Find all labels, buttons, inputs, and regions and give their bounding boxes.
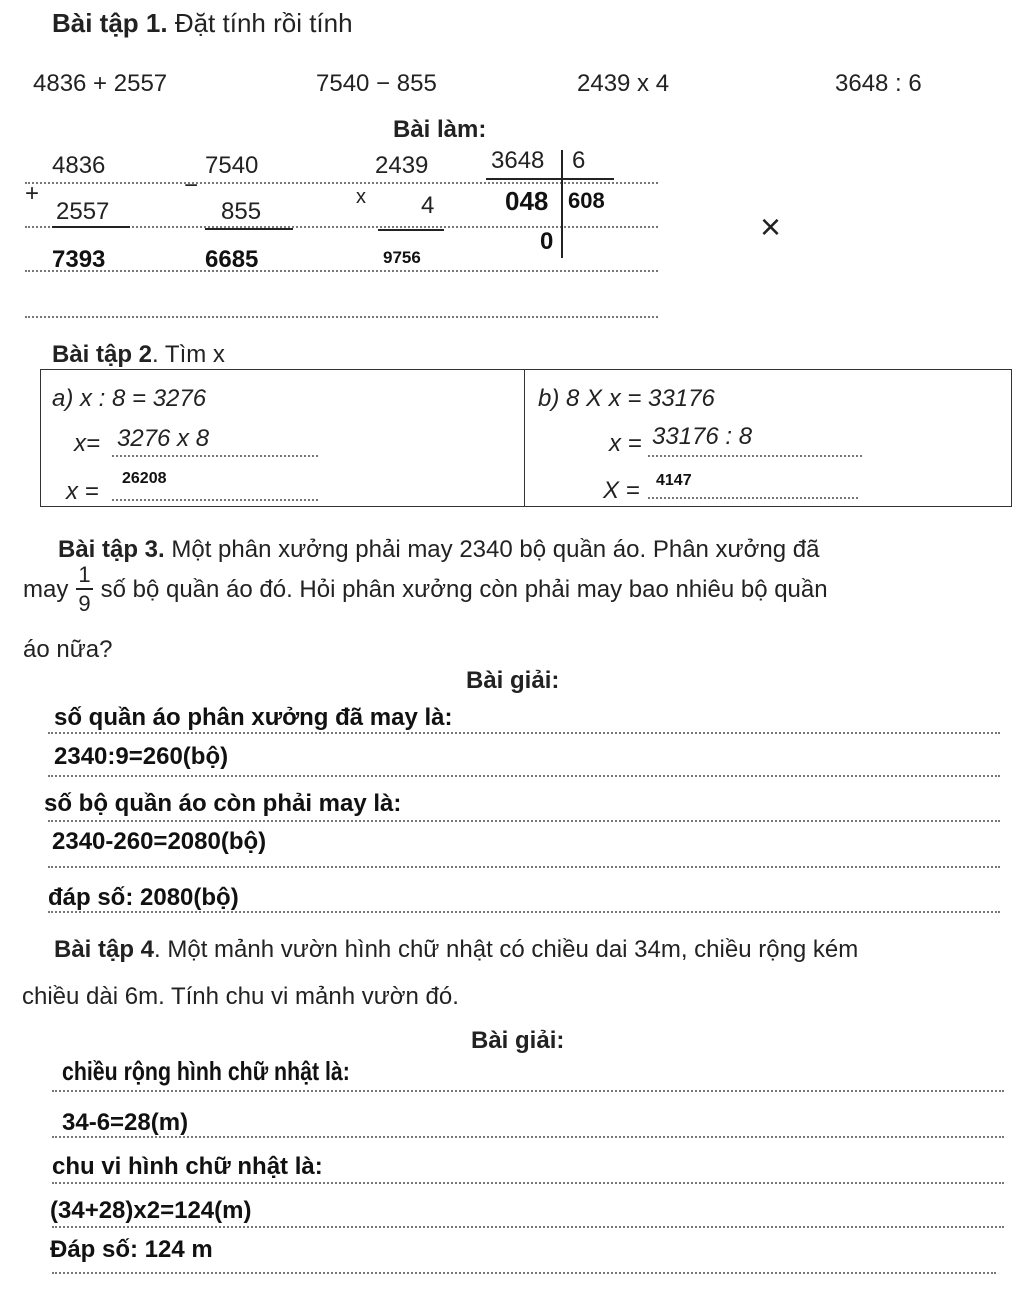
ex4-title-bold: Bài tập 4 xyxy=(54,936,155,963)
ex3-line2-post: số bộ quần áo đó. Hỏi phân xưởng còn phải may bao nhiêu bộ quần xyxy=(100,575,828,603)
ex3-answer-line: số quần áo phân xưởng đã may là: xyxy=(54,704,453,731)
ex2b-statement: b) 8 X x = 33176 xyxy=(538,385,715,412)
ex2b-line2-label: X = xyxy=(603,477,640,504)
sub-top-number: 7540 xyxy=(205,152,259,179)
sub-result-bar xyxy=(205,228,293,230)
ex3-answer-line: 2340:9=260(bộ) xyxy=(54,743,229,770)
ex4-dotted-line xyxy=(52,1182,1004,1184)
ex2a-dotted-line xyxy=(112,499,318,501)
ex4-dotted-line xyxy=(52,1136,1004,1138)
ex3-line2-pre: may xyxy=(23,575,69,603)
ex2b-dotted-line xyxy=(648,455,862,457)
ex1-problem-div: 3648 : 6 xyxy=(835,70,922,97)
div-top-bar xyxy=(486,178,614,180)
ex4-line1 xyxy=(54,936,858,964)
add-result-bar xyxy=(52,226,130,228)
ex3-answer-line: đáp số: 2080(bộ) xyxy=(48,884,239,911)
ex1-work-heading: Bài làm: xyxy=(393,116,487,143)
ex3-fraction-denominator: 9 xyxy=(78,591,91,616)
div-vertical-bar xyxy=(561,150,563,258)
ex3-line1 xyxy=(58,536,819,564)
mul-result: 9756 xyxy=(383,248,421,267)
ex3-line2 xyxy=(23,564,828,615)
ex3-fraction xyxy=(76,564,92,615)
sub-bottom-number: 855 xyxy=(221,198,262,225)
ex4-answer-line: 34-6=28(m) xyxy=(62,1109,189,1136)
div-quotient: 608 xyxy=(568,188,605,213)
ex1-problem-sub: 7540 − 855 xyxy=(316,70,437,97)
ex3-dotted-line xyxy=(48,775,1000,777)
sub-sign: − xyxy=(184,172,199,199)
div-remainder: 0 xyxy=(540,228,554,255)
ex4-answer-line: (34+28)x2=124(m) xyxy=(50,1197,252,1224)
add-result: 7393 xyxy=(52,246,106,273)
ex3-dotted-line xyxy=(48,866,1000,868)
ex2-title-bold: Bài tập 2 xyxy=(52,341,153,368)
ex4-line1-text: . Một mảnh vườn hình chữ nhật có chiều dai 34m, chiều rộng kém xyxy=(154,936,859,963)
ex2-box-divider xyxy=(524,369,525,506)
ex3-dotted-line xyxy=(48,732,1000,734)
ex2b-dotted-line xyxy=(648,497,858,499)
ex2a-line1-value: 3276 x 8 xyxy=(117,425,210,452)
ex1-title-bold: Bài tập 1. xyxy=(52,8,168,38)
add-bottom-number: 2557 xyxy=(56,198,110,225)
ex2a-line1-label: x= xyxy=(74,430,101,457)
ex1-dotted-line xyxy=(25,270,658,272)
ex4-dotted-line xyxy=(52,1090,1004,1092)
ex1-problem-mul: 2439 x 4 xyxy=(577,70,670,97)
ex3-line1-text: Một phân xưởng phải may 2340 bộ quần áo. Phân xưởng đã xyxy=(164,536,820,563)
cross-mark-icon: × xyxy=(760,206,782,247)
ex2a-dotted-line xyxy=(112,455,318,457)
ex2-title xyxy=(52,341,225,369)
add-sign: + xyxy=(25,180,40,207)
sub-result: 6685 xyxy=(205,246,259,273)
ex2b-line1-label: x = xyxy=(609,430,642,457)
ex1-title-rest: Đặt tính rồi tính xyxy=(167,8,353,38)
ex4-answer-line: chu vi hình chữ nhật là: xyxy=(52,1153,323,1180)
ex4-dotted-line xyxy=(52,1272,996,1274)
ex4-dotted-line xyxy=(52,1226,1004,1228)
ex3-fraction-numerator: 1 xyxy=(76,564,92,590)
add-top-number: 4836 xyxy=(52,152,106,179)
ex2-title-rest: . Tìm x xyxy=(152,341,225,368)
ex3-answer-line: số bộ quần áo còn phải may là: xyxy=(44,790,402,817)
ex3-line3: áo nữa? xyxy=(23,636,113,663)
ex3-answer-line: 2340-260=2080(bộ) xyxy=(52,828,267,855)
mul-bottom-number: 4 xyxy=(421,192,435,219)
ex4-answer-line: Đáp số: 124 m xyxy=(50,1236,213,1263)
ex2a-line2-value: 26208 xyxy=(122,470,167,487)
ex4-line2: chiều dài 6m. Tính chu vi mảnh vườn đó. xyxy=(22,983,459,1010)
mul-sign: x xyxy=(356,186,366,208)
div-divisor: 6 xyxy=(572,147,586,174)
ex2b-line1-value: 33176 : 8 xyxy=(652,423,753,450)
mul-result-bar xyxy=(378,229,444,231)
ex1-title xyxy=(52,8,353,39)
ex3-heading: Bài giải: xyxy=(466,667,560,694)
div-dividend: 3648 xyxy=(491,147,545,174)
ex1-dotted-line xyxy=(25,316,658,318)
ex3-dotted-line xyxy=(48,911,1000,913)
ex2a-line2-label: x = xyxy=(66,478,99,505)
div-partial: 048 xyxy=(505,186,549,216)
ex4-answer-line: chiều rộng hình chữ nhật là: xyxy=(62,1056,350,1086)
ex1-problem-add: 4836 + 2557 xyxy=(33,70,168,97)
mul-top-number: 2439 xyxy=(375,152,429,179)
ex4-heading: Bài giải: xyxy=(471,1027,565,1054)
ex3-title-bold: Bài tập 3. xyxy=(58,536,165,563)
ex1-dotted-line xyxy=(25,182,658,184)
ex2a-statement: a) x : 8 = 3276 xyxy=(52,385,207,412)
ex2b-line2-value: 4147 xyxy=(656,472,692,489)
ex3-dotted-line xyxy=(48,820,1000,822)
